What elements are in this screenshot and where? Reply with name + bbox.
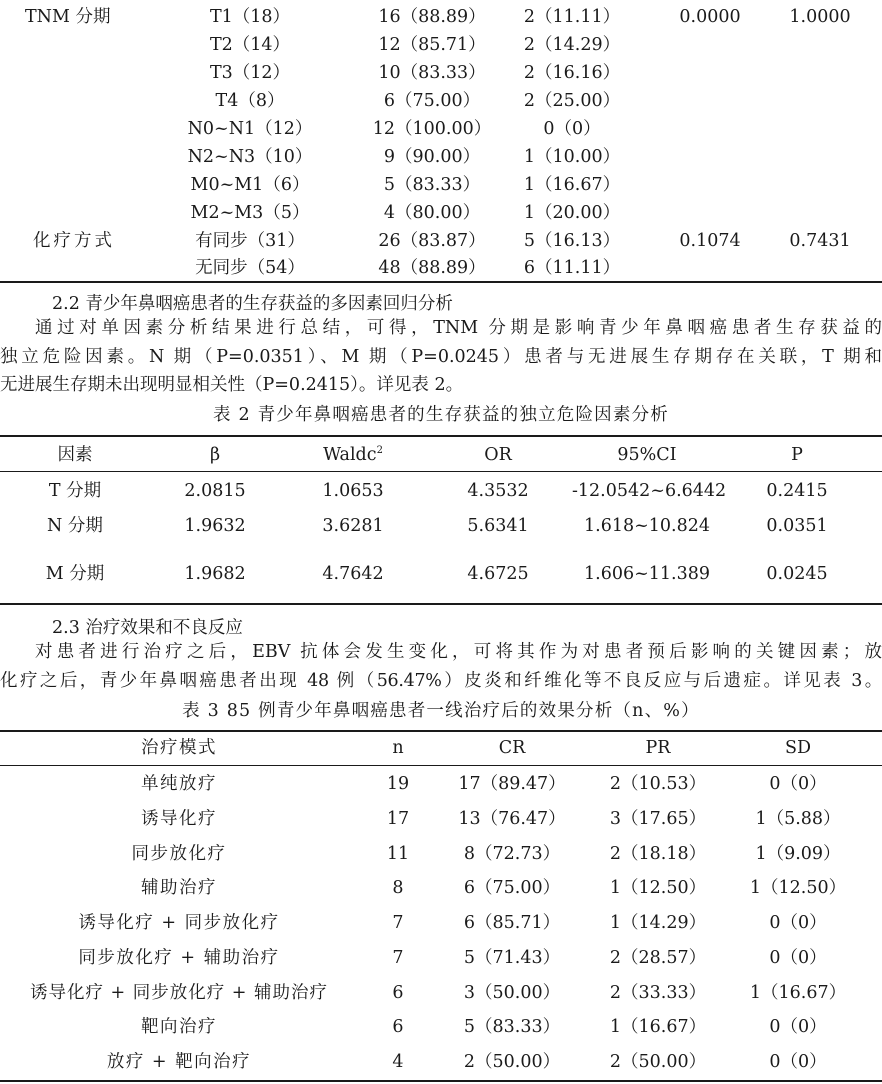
- table-row: [0, 941, 882, 975]
- table-row: [0, 558, 882, 590]
- n-cell: 6: [392, 983, 404, 1003]
- table-row: [0, 143, 882, 171]
- column-header: 治疗模式: [141, 738, 217, 758]
- p-cell: 1.0000: [789, 7, 851, 27]
- n-cell: 19: [386, 774, 410, 794]
- value-cell: 1.618~10.824: [584, 516, 710, 536]
- sd-cell: 0（0）: [769, 1052, 827, 1072]
- value-cell: 1（10.00）: [523, 147, 621, 167]
- table-row: [0, 475, 882, 507]
- mode-cell: 放疗 + 靶向治疗: [106, 1052, 252, 1072]
- cr-cell: 6（75.00）: [463, 878, 561, 898]
- value-cell: 4.3532: [467, 481, 529, 501]
- column-header: P: [791, 445, 803, 465]
- group-cell: M2~M3（5）: [190, 203, 310, 223]
- sd-cell: 1（5.88）: [755, 809, 841, 829]
- table-2-top-rule: [0, 435, 882, 437]
- value-cell: 4.6725: [467, 564, 529, 584]
- mode-cell: 同步放化疗: [131, 844, 227, 864]
- paragraph-line: 对患者进行治疗之后，EBV 抗体会发生变化，可将其作为对患者预后影响的关键因素；放: [35, 642, 882, 662]
- value-cell: 1.0653: [322, 481, 384, 501]
- value-cell: 26（83.87）: [378, 231, 486, 251]
- table-1-bottom-rule: [0, 281, 882, 283]
- sd-cell: 0（0）: [769, 774, 827, 794]
- group-cell: 无同步（54）: [195, 258, 305, 278]
- paragraph-line: 化疗之后，青少年鼻咽癌患者出现 48 例（56.47%）皮炎和纤维化等不良反应与后遗症。详见表 3。: [0, 670, 882, 691]
- table-header-row: [0, 439, 882, 471]
- sd-cell: 1（12.50）: [749, 878, 847, 898]
- value-cell: 1.9682: [184, 564, 246, 584]
- column-header: 95%CI: [617, 445, 677, 465]
- value-cell: 9（90.00）: [383, 147, 481, 167]
- value-cell: 3.6281: [322, 516, 384, 536]
- mode-cell: 靶向治疗: [141, 1017, 217, 1037]
- cr-cell: 2（50.00）: [463, 1052, 561, 1072]
- value-cell: 12（85.71）: [378, 35, 486, 55]
- pr-cell: 1（16.67）: [609, 1017, 707, 1037]
- n-cell: 17: [386, 809, 410, 829]
- value-cell: 0.0245: [766, 564, 828, 584]
- sd-cell: 0（0）: [769, 1017, 827, 1037]
- value-cell: 5.6341: [467, 516, 529, 536]
- value-cell: 0.0351: [766, 516, 828, 536]
- value-cell: 0.2415: [766, 481, 828, 501]
- value-cell: 5（83.33）: [383, 175, 481, 195]
- n-cell: 8: [392, 878, 404, 898]
- column-header: CR: [498, 738, 526, 758]
- n-cell: 11: [386, 844, 410, 864]
- cr-cell: 13（76.47）: [458, 809, 566, 829]
- value-cell: -12.0542~6.6442: [572, 481, 727, 501]
- group-cell: T3（12）: [209, 63, 291, 83]
- table-row: [0, 976, 882, 1010]
- pr-cell: 1（14.29）: [609, 913, 707, 933]
- column-header: β: [209, 445, 221, 465]
- chi-cell: 0.1074: [679, 231, 741, 251]
- paragraph-line: 通过对单因素分析结果进行总结，可得，TNM 分期是影响青少年鼻咽癌患者生存获益的: [35, 318, 882, 338]
- value-cell: 16（88.89）: [378, 7, 486, 27]
- pr-cell: 2（28.57）: [609, 948, 707, 968]
- table-row: [0, 3, 882, 31]
- pr-cell: 3（17.65）: [609, 809, 707, 829]
- value-cell: 2（14.29）: [523, 35, 621, 55]
- cr-cell: 17（89.47）: [458, 774, 566, 794]
- table-row: [0, 1010, 882, 1044]
- table-3-header-rule: [0, 765, 882, 766]
- pr-cell: 2（10.53）: [609, 774, 707, 794]
- column-header: n: [392, 738, 404, 758]
- table-row: [0, 59, 882, 87]
- mode-cell: 辅助治疗: [141, 878, 217, 898]
- factor-cell: N 分期: [47, 516, 103, 536]
- group-cell: M0~M1（6）: [190, 175, 310, 195]
- n-cell: 7: [392, 948, 404, 968]
- value-cell: 1.9632: [184, 516, 246, 536]
- value-cell: 2（16.16）: [523, 63, 621, 83]
- mode-cell: 诱导化疗: [141, 809, 217, 829]
- table-row: [0, 510, 882, 542]
- table-row: [0, 1045, 882, 1079]
- cr-cell: 3（50.00）: [463, 983, 561, 1003]
- n-cell: 6: [392, 1017, 404, 1037]
- paragraph-line: 无进展生存期未出现明显相关性（P=0.2415）。详见表 2。: [0, 375, 464, 395]
- pr-cell: 2（33.33）: [609, 983, 707, 1003]
- value-cell: 48（88.89）: [378, 258, 486, 278]
- table-row: [0, 871, 882, 905]
- column-header-text: Waldc: [323, 445, 377, 465]
- table-row: [0, 767, 882, 801]
- factor-cell: M 分期: [45, 564, 105, 584]
- table-row: [0, 87, 882, 115]
- group-cell: T2（14）: [209, 35, 291, 55]
- p-cell: 0.7431: [789, 231, 851, 251]
- table-row: [0, 227, 882, 255]
- table-3-bottom-rule: [0, 1080, 882, 1082]
- group-cell: T4（8）: [215, 91, 285, 111]
- value-cell: 1（20.00）: [523, 203, 621, 223]
- table-2-bottom-rule: [0, 603, 882, 605]
- column-header: 因素: [57, 445, 93, 465]
- mode-cell: 诱导化疗 + 同步放化疗: [78, 913, 280, 933]
- n-cell: 4: [392, 1052, 404, 1072]
- table-3-caption: 表 3 85 例青少年鼻咽癌患者一线治疗后的效果分析（n、%）: [182, 701, 700, 721]
- table-2-header-rule: [0, 471, 882, 472]
- value-cell: 1.606~11.389: [584, 564, 710, 584]
- cr-cell: 5（71.43）: [463, 948, 561, 968]
- mode-cell: 单纯放疗: [141, 774, 217, 794]
- sd-cell: 1（16.67）: [749, 983, 847, 1003]
- value-cell: 0（0）: [543, 119, 601, 139]
- n-cell: 7: [392, 913, 404, 933]
- column-header: PR: [645, 738, 671, 758]
- table-2-caption: 表 2 青少年鼻咽癌患者的生存获益的独立危险因素分析: [213, 405, 669, 425]
- pr-cell: 2（18.18）: [609, 844, 707, 864]
- value-cell: 2（25.00）: [523, 91, 621, 111]
- group-cell: N0~N1（12）: [187, 119, 313, 139]
- table-header-row: [0, 731, 882, 765]
- value-cell: 1（16.67）: [523, 175, 621, 195]
- factor-cell: T 分期: [48, 481, 102, 501]
- chi-cell: 0.0000: [679, 7, 741, 27]
- sd-cell: 0（0）: [769, 913, 827, 933]
- section-heading-2-2: 2.2 青少年鼻咽癌患者的生存获益的多因素回归分析: [52, 294, 453, 314]
- superscript: 2: [376, 445, 383, 456]
- value-cell: 2.0815: [184, 481, 246, 501]
- section-2-2-paragraph: [0, 314, 882, 400]
- section-heading-2-3: 2.3 治疗效果和不良反应: [52, 618, 243, 638]
- cr-cell: 6（85.71）: [463, 913, 561, 933]
- table-row: [0, 837, 882, 871]
- column-header: [278, 439, 428, 471]
- mode-cell: 诱导化疗 + 同步放化疗 + 辅助治疗: [29, 983, 329, 1003]
- pr-cell: 1（12.50）: [609, 878, 707, 898]
- table-row: [0, 115, 882, 143]
- sd-cell: 1（9.09）: [755, 844, 841, 864]
- value-cell: 4（80.00）: [383, 203, 481, 223]
- value-cell: 4.7642: [322, 564, 384, 584]
- group-cell: 有同步（31）: [195, 231, 305, 251]
- table-row: [0, 802, 882, 836]
- group-cell: T1（18）: [209, 7, 291, 27]
- cr-cell: 8（72.73）: [463, 844, 561, 864]
- cr-cell: 5（83.33）: [463, 1017, 561, 1037]
- value-cell: 2（11.11）: [523, 7, 621, 27]
- table-row: [0, 906, 882, 940]
- pr-cell: 2（50.00）: [609, 1052, 707, 1072]
- mode-cell: 同步放化疗 + 辅助治疗: [78, 948, 280, 968]
- table-row: [0, 254, 882, 282]
- column-header: OR: [484, 445, 512, 465]
- value-cell: 6（11.11）: [523, 258, 621, 278]
- value-cell: 6（75.00）: [383, 91, 481, 111]
- factor-cell: TNM 分期: [25, 7, 111, 27]
- value-cell: 5（16.13）: [523, 231, 621, 251]
- table-row: [0, 171, 882, 199]
- table-row: [0, 31, 882, 59]
- table-row: [0, 199, 882, 227]
- value-cell: 12（100.00）: [372, 119, 492, 139]
- paragraph-line: 独立危险因素。N 期（P=0.0351）、M 期（P=0.0245）患者与无进展生存期存在关联，T 期和: [0, 346, 882, 367]
- value-cell: 10（83.33）: [378, 63, 486, 83]
- sd-cell: 0（0）: [769, 948, 827, 968]
- factor-cell: 化疗方式: [33, 231, 115, 251]
- section-2-3-paragraph: [0, 638, 882, 695]
- group-cell: N2~N3（10）: [187, 147, 313, 167]
- column-header: SD: [784, 738, 812, 758]
